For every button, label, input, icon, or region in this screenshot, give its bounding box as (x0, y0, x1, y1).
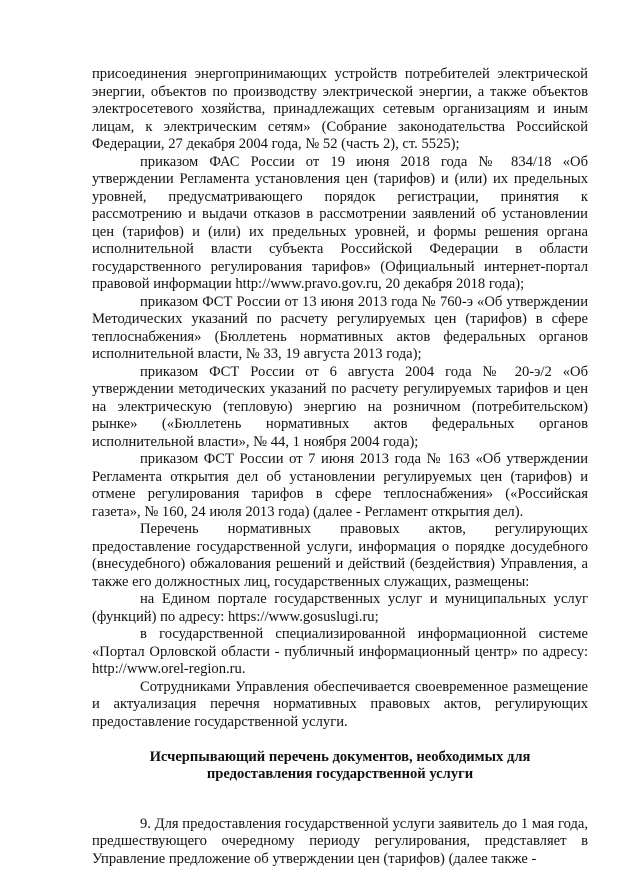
paragraph-fst-order-163: приказом ФСТ России от 7 июня 2013 года № 163 «Об утверждении Регламента открытия дел об установлении регулируемых цен (тарифов) и отмене регулирования тарифов в сфере теплоснабжения» («Российская газета», № 160, 24 июля 2013 года) (далее - Регламент открытия дел). (92, 451, 588, 520)
document-body (92, 66, 588, 868)
section-heading: Исчерпывающий перечень документов, необходимых для предоставления государственной услуги (149, 748, 531, 782)
paragraph-list-of-acts: Перечень нормативных правовых актов, регулирующих предоставление государственной услуги, информация о порядке досудебного (внесудебного) обжалования решений и действий (бездействия) Управления, а также его должностных лиц, государственных служащих, размещены: (92, 521, 588, 590)
paragraph-gosuslugi: на Едином портале государственных услуг и муниципальных услуг (функций) по адресу: https://www.gosuslugi.ru; (92, 591, 588, 625)
spacer (92, 784, 588, 816)
paragraph-staff-updates: Сотрудниками Управления обеспечивается своевременное размещение и актуализация перечня нормативных правовых актов, регулирующих предоставление государственной услуги. (92, 678, 588, 730)
paragraph-orel-portal: в государственной специализированной информационной системе «Портал Орловской области - публичный информационный центр» по адресу: http://www.orel-region.ru. (92, 626, 588, 677)
paragraph-fst-order-20: приказом ФСТ России от 6 августа 2004 года № 20-э/2 «Об утверждении методических указаний по расчету регулируемых тарифов и цен на электрическую (тепловую) энергию на розничном (потребительском) рынке» («Бюллетень нормативных актов федеральных органов исполнительной власти», № 44, 1 ноября 2004 года); (92, 363, 588, 450)
paragraph-continuation: присоединения энергопринимающих устройств потребителей электрической энергии, объектов по производству электрической энергии, а также объектов электросетевого хозяйства, принадлежащих сетевым организациям и иным лицам, к электрическим сетям» (Собрание законодательства Российской Федерации, 27 декабря 2004 года, № 52 (часть 2), ст. 5525); (92, 66, 588, 152)
spacer (92, 731, 588, 749)
paragraph-clause-9: 9. Для предоставления государственной услуги заявитель до 1 мая года, предшествующего очередному периоду регулирования, представляет в Управление предложение об утверждении цен (тарифов) (далее также - (92, 815, 588, 867)
paragraph-fas-order: приказом ФАС России от 19 июня 2018 года № 834/18 «Об утверждении Регламента установления цен (тарифов) и (или) их предельных уровней, предусматривающего порядок регистрации, принятия к рассмотрению и выдачи отказов в рассмотрении заявлений об установлении цен (тарифов) и (или) их предельных уровней, и формы решения органа исполнительной власти субъекта Российской Федерации в области государственного регулирования тарифов» (Официальный интернет-портал правовой информации http://www.pravo.gov.ru, 20 декабря 2018 года); (92, 153, 588, 292)
paragraph-fst-order-760: приказом ФСТ России от 13 июня 2013 года № 760-э «Об утверждении Методических указаний по расчету регулируемых цен (тарифов) в сфере теплоснабжения» (Бюллетень нормативных актов федеральных органов исполнительной власти, № 33, 19 августа 2013 года); (92, 293, 588, 362)
